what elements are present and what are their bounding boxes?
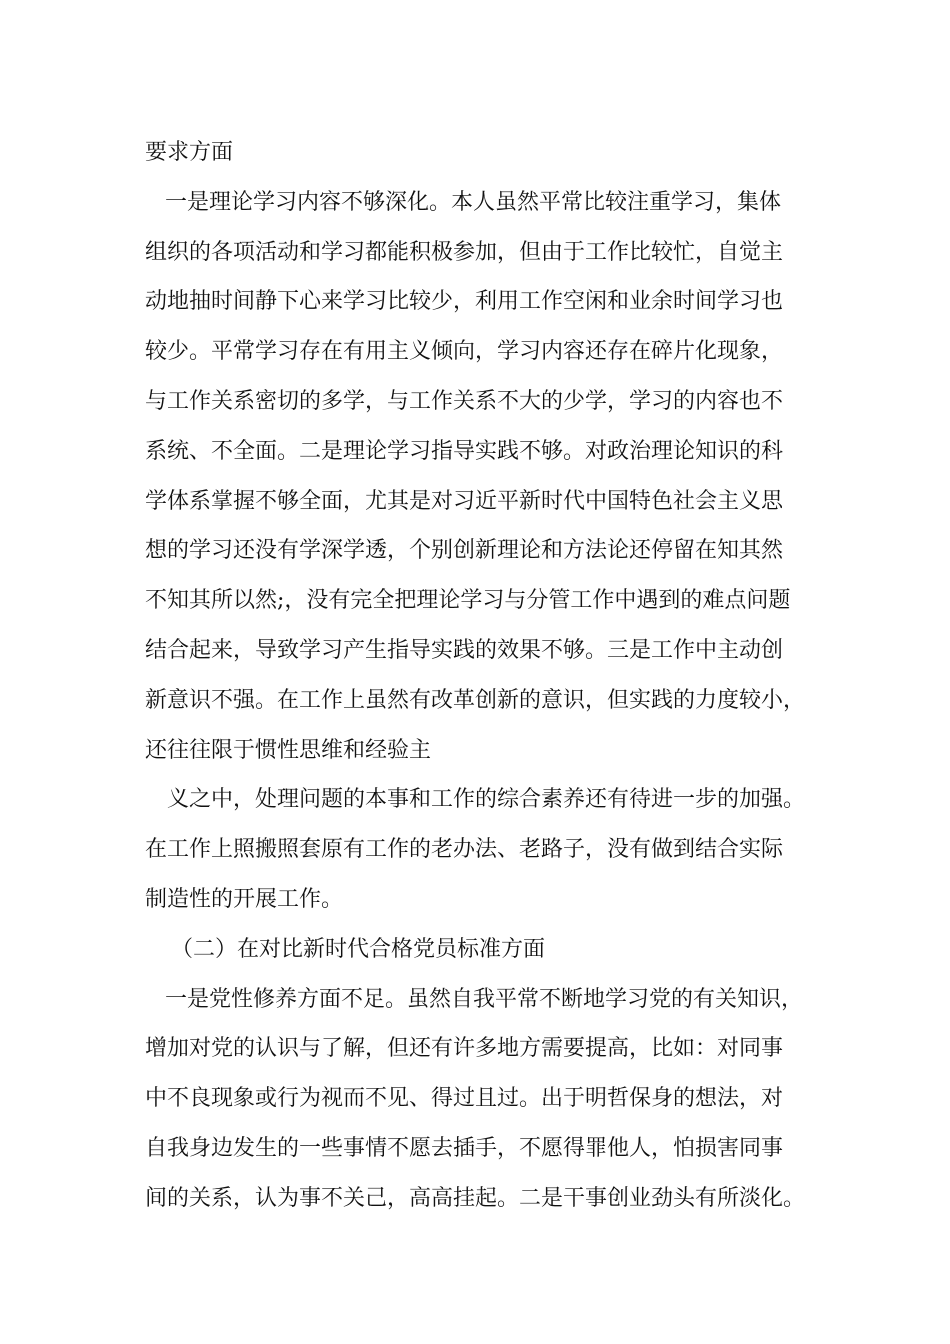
paragraph-line: 不知其所以然;，没有完全把理论学习与分管工作中遇到的难点问题 [145, 588, 791, 614]
section-heading-continuation: 要求方面 [145, 140, 234, 165]
paragraph-line: 中不良现象或行为视而不见、得过且过。出于明哲保身的想法，对 [145, 1086, 784, 1112]
paragraph-line: 组织的各项活动和学习都能积极参加，但由于工作比较忙，自觉主 [145, 239, 784, 265]
section-heading: （二）在对比新时代合格党员标准方面 [171, 936, 546, 962]
paragraph-line: 义之中，处理问题的本事和工作的综合素养还有待进一步的加强。 [167, 787, 806, 813]
paragraph-line: 较少。平常学习存在有用主义倾向，学习内容还存在碎片化现象， [145, 339, 784, 365]
paragraph-line: 与工作关系密切的多学，与工作关系不大的少学，学习的内容也不 [145, 388, 784, 414]
paragraph-line: 学体系掌握不够全面，尤其是对习近平新时代中国特色社会主义思 [145, 488, 784, 514]
paragraph-line: 一是党性修养方面不足。虽然自我平常不断地学习党的有关知识， [165, 986, 804, 1012]
paragraph-line: 间的关系，认为事不关己，高高挂起。二是干事创业劲头有所淡化。 [145, 1185, 806, 1211]
paragraph-line: 一是理论学习内容不够深化。本人虽然平常比较注重学习，集体 [165, 189, 782, 215]
paragraph-line: 系统、不全面。二是理论学习指导实践不够。对政治理论知识的科 [145, 438, 784, 464]
paragraph-line: 结合起来，导致学习产生指导实践的效果不够。三是工作中主动创 [145, 637, 784, 663]
paragraph-line: 想的学习还没有学深学透，个别创新理论和方法论还停留在知其然 [145, 538, 784, 564]
paragraph-line: 在工作上照搬照套原有工作的老办法、老路子，没有做到结合实际 [145, 837, 784, 863]
paragraph-line: 还往往限于惯性思维和经验主 [145, 737, 432, 763]
paragraph-line: 制造性的开展工作。 [145, 886, 344, 912]
paragraph-line: 动地抽时间静下心来学习比较少，利用工作空闲和业余时间学习也 [145, 289, 784, 315]
paragraph-line: 自我身边发生的一些事情不愿去插手，不愿得罪他人，怕损害同事 [145, 1135, 784, 1161]
paragraph-line: 新意识不强。在工作上虽然有改革创新的意识，但实践的力度较小， [145, 687, 806, 713]
paragraph-line: 增加对党的认识与了解，但还有许多地方需要提高，比如：对同事 [145, 1036, 784, 1062]
document-body [145, 128, 825, 1224]
